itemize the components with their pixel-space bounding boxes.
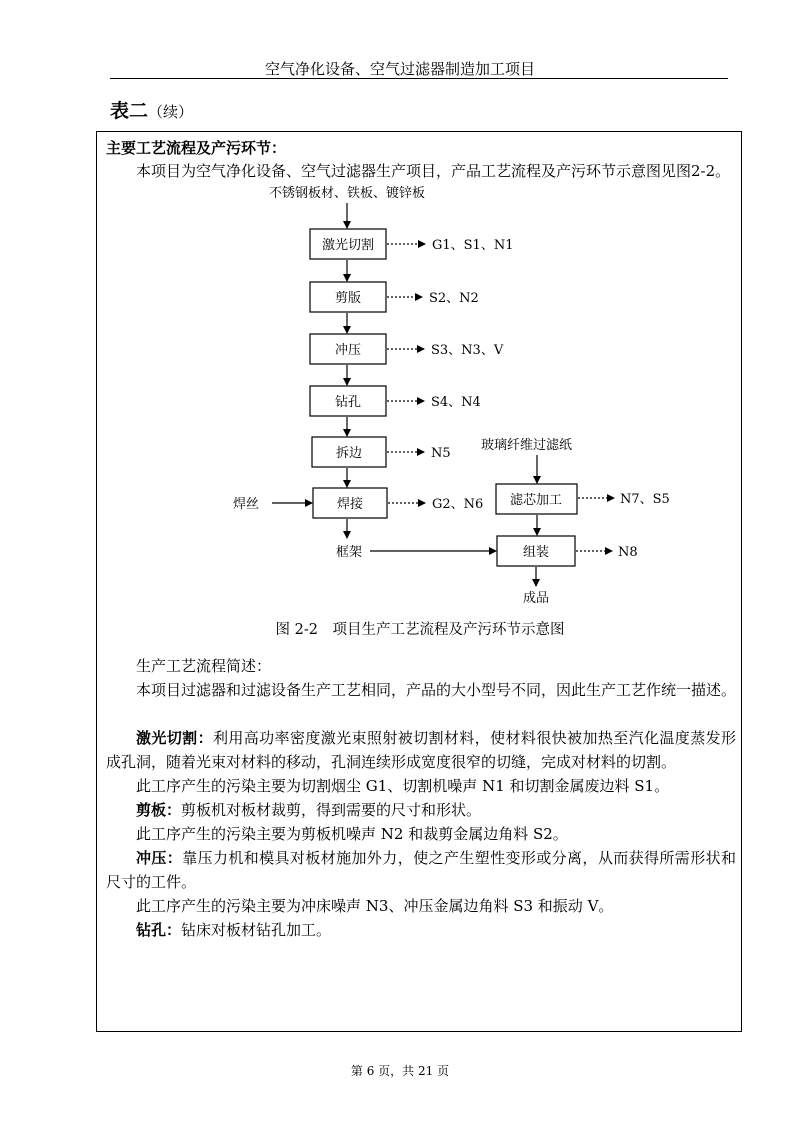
description-item-laser-cutting-pollution (106, 774, 736, 798)
description-item-stamping-pollution (106, 894, 736, 918)
description-item-shearing-pollution (106, 822, 736, 846)
final-product-label: 成品 (522, 591, 550, 606)
item-text: 钻床对板材钻孔加工。 (181, 921, 332, 939)
step-label-edge-removal: 拆边 (335, 446, 363, 461)
item-text: 此工序产生的污染主要为冲床噪声 N3、冲压金属边角料 S3 和振动 V。 (136, 897, 614, 915)
step-label-assembly: 组装 (522, 545, 550, 560)
description-item-laser-cutting (106, 726, 736, 774)
table-title-main: 表二 (110, 100, 149, 122)
step-label-laser-cutting: 激光切割 (321, 238, 375, 253)
description-item-drilling (106, 918, 736, 942)
description-item-stamping (106, 846, 736, 894)
pollutants-drilling: S4、N4 (431, 395, 481, 410)
item-lead: 剪板： (136, 801, 182, 819)
step-label-shearing: 剪版 (334, 291, 362, 306)
filter-paper-label: 玻璃纤维过滤纸 (481, 438, 573, 453)
item-text: 此工序产生的污染主要为剪板机噪声 N2 和裁剪金属边角料 S2。 (136, 825, 568, 843)
section-heading: 主要工艺流程及产污环节： (106, 139, 287, 157)
item-text: 靠压力机和模具对板材施加外力，使之产生塑性变形或分离，从而获得所需形状和尺寸的工件。 (106, 849, 736, 891)
table-title-continued: （续） (148, 103, 194, 121)
step-label-drilling: 钻孔 (334, 395, 362, 410)
item-lead: 冲压： (136, 849, 183, 867)
raw-materials-label: 不锈钢板材、铁板、镀锌板 (268, 186, 426, 201)
pollutants-assembly: N8 (618, 545, 638, 560)
description-overview: 本项目过滤器和过滤设备生产工艺相同，产品的大小型号不同，因此生产工艺作统一描述。 (136, 681, 737, 699)
pollutants-shearing: S2、N2 (429, 291, 479, 306)
pollutants-edge-removal: N5 (431, 446, 451, 461)
item-text: 利用高功率密度激光束照射被切割材料，使材料很快被加热至汽化温度蒸发形成孔洞，随着光束对材料的移动，孔洞连续形成宽度很窄的切缝，完成对材料的切割。 (106, 729, 736, 771)
description-heading: 生产工艺流程简述： (136, 657, 272, 675)
step-label-welding: 焊接 (336, 497, 364, 512)
page-header-title: 空气净化设备、空气过滤器制造加工项目 (264, 60, 535, 78)
weld-wire-label: 焊丝 (233, 497, 260, 512)
intro-paragraph: 本项目为空气净化设备、空气过滤器生产项目，产品工艺流程及产污环节示意图见图2-2。 (136, 162, 731, 180)
figure-caption: 图 2-2 项目生产工艺流程及产污环节示意图 (275, 622, 565, 638)
item-lead: 激光切割： (136, 729, 213, 747)
item-text: 此工序产生的污染主要为切割烟尘 G1、切割机噪声 N1 和切割金属废边料 S1。 (136, 777, 670, 795)
item-lead: 钻孔： (136, 921, 182, 939)
step-label-filter-core: 滤芯加工 (509, 493, 563, 508)
description-item-shearing (106, 798, 736, 822)
pollutants-stamping: S3、N3、V (431, 343, 504, 358)
item-text: 剪板机对板材裁剪，得到需要的尺寸和形状。 (181, 801, 482, 819)
pollutants-welding: G2、N6 (432, 497, 484, 512)
frame-label: 框架 (336, 545, 363, 560)
page-footer: 第 6 页，共 21 页 (350, 1064, 450, 1078)
pollutants-filter-core: N7、S5 (620, 492, 670, 507)
step-label-stamping: 冲压 (334, 343, 362, 358)
pollutants-laser-cutting: G1、S1、N1 (432, 238, 514, 253)
